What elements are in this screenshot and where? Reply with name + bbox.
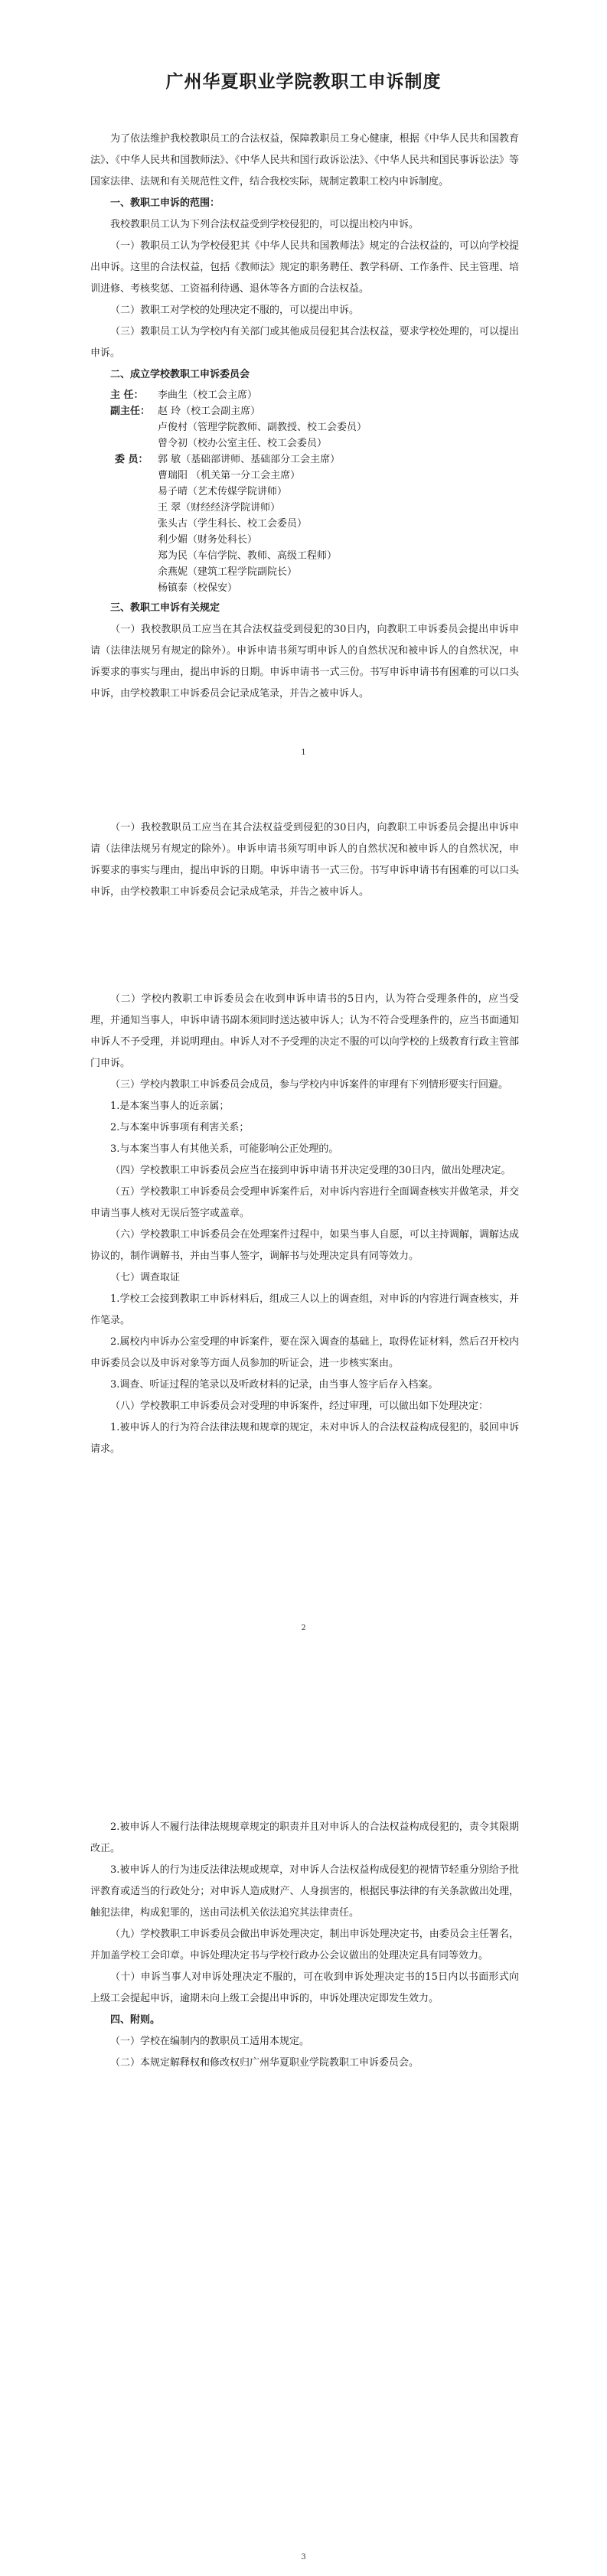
committee-chair-row xyxy=(90,387,519,403)
member-name: 张头古（学生科长、校工会委员） xyxy=(158,518,308,530)
section-1-heading: 一、教职工申诉的范围： xyxy=(110,197,220,209)
member-name: 曹瑞阳 （机关第一分工会主席） xyxy=(158,470,301,481)
committee-list xyxy=(90,387,519,596)
member-name: 利少媚（财务处科长） xyxy=(158,534,258,546)
member-role-label: 委 员： xyxy=(115,454,148,465)
section-4-heading: 四、附则。 xyxy=(110,2014,161,2026)
section-2-heading: 二、成立学校教职工申诉委员会 xyxy=(110,369,250,380)
section-3-heading: 三、教职工申诉有关规定 xyxy=(110,602,220,614)
split-paragraph-end xyxy=(90,822,519,989)
list-item: 2.与本案申诉事项有利害关系； xyxy=(110,1122,250,1133)
committee-member-row xyxy=(90,452,519,468)
page-3-body xyxy=(90,1817,519,2074)
vice-list xyxy=(90,419,519,452)
paragraph: （一）教职员工认为学校侵犯其《中华人民共和国教师法》规定的合法权益的，可以向学校提出申诉。这里的合法权益，包括《教师法》规定的职务聘任、教学科研、工作条件、民主管理、培训进修、考核奖惩、工资福利待遇、退休等各方面的合法权益。 xyxy=(90,240,519,295)
list-item: 1.被申诉人的行为符合法律法规和规章的规定，未对申诉人的合法权益构成侵犯的，驳回申诉请求。 xyxy=(90,1422,519,1455)
paragraph: （七）调查取证 xyxy=(110,1272,181,1283)
split-paragraph-start xyxy=(90,619,519,699)
paragraph: （一）我校教职员工应当在其合法权益受到侵犯的30日内，向教职工申诉委员会提出申诉申请（法律法规另有规定的除外）。申诉申请书须写明申诉人的自然状况和被申诉人的自然状况，申诉要求的事实与理由，提出申诉的日期。申诉申请书一式三份。书写申诉申请书有困难的可以口头申诉，由学校教职工申诉委员会记录成笔录，并告之被申诉人。 xyxy=(90,822,519,898)
list-item: 1.是本案当事人的近亲属； xyxy=(110,1101,230,1112)
intro-paragraph: 为了依法维护我校教职员工的合法权益，保障教职员工身心健康，根据《中华人民共和国教育法》、《中华人民共和国教师法》、《中华人民共和国行政诉讼法》、《中华人民共和国民事诉讼法》等国家法律、法规和有关规范性文件，结合我校实际，规制定教职工校内申诉制度。 xyxy=(90,133,519,187)
paragraph: （二）本规定解释权和修改权归广州华夏职业学院教职工申诉委员会。 xyxy=(110,2057,419,2069)
member-name: 杨镇泰（校保安） xyxy=(158,582,238,594)
list-item: 3.与本案当事人有其他关系，可能影响公正处理的。 xyxy=(110,1143,339,1155)
paragraph: （十）申诉当事人对申诉处理决定不服的，可在收到申诉处理决定书的15日内以书面形式向上级工会提起申诉，逾期未向上级工会提出申诉的，申诉处理决定即发生效力。 xyxy=(90,1971,519,2004)
paragraph: （九）学校教职工申诉委员会做出申诉处理决定，制出申诉处理决定书，由委员会主任署名，并加盖学校工会印章。申诉处理决定书与学校行政办公会议做出的处理决定具有同等效力。 xyxy=(90,1929,519,1961)
list-item: 3.被申诉人的行为违反法律法规或规章，对申诉人合法权益构成侵犯的视情节轻重分别给予批评教育或适当的行政处分；对申诉人造成财产、人身损害的，根据民事法律的有关条款做出处理，触犯法律，构成犯罪的，送由司法机关依法追究其法律责任。 xyxy=(90,1864,519,1919)
page-number: 1 xyxy=(301,748,306,757)
page-number: 3 xyxy=(301,2553,306,2561)
paragraph: （一）学校在编制内的教职员工适用本规定。 xyxy=(110,2036,310,2047)
vice-name: 赵 玲（校工会副主席） xyxy=(158,406,261,417)
list-item: 2.属校内申诉办公室受理的申诉案件，要在深入调查的基础上，取得佐证材料，然后召开校内申诉委员会以及申诉对象等方面人员参加的听证会，进一步核实案由。 xyxy=(90,1336,519,1369)
page-number: 2 xyxy=(301,1624,306,1632)
document-title: 广州华夏职业学院教职工申诉制度 xyxy=(165,72,442,92)
page-1 xyxy=(0,0,607,859)
chair-name: 李曲生（校工会主席） xyxy=(158,390,258,401)
paragraph: （二）教职工对学校的处理决定不服的，可以提出申诉。 xyxy=(110,305,360,316)
member-name: 易子晴（艺术传媒学院讲师） xyxy=(158,486,288,497)
page-2 xyxy=(0,822,607,1717)
committee-vice-row xyxy=(90,403,519,419)
paragraph: （八）学校教职工申诉委员会对受理的申诉案件，经过审理，可以做出如下处理决定： xyxy=(110,1400,489,1412)
page-2-body xyxy=(90,822,519,1460)
list-item: 2.被申诉人不履行法律法规规章规定的职责并且对申诉人的合法权益构成侵犯的，责令其限期改正。 xyxy=(90,1821,519,1854)
paragraph: （四）学校教职工申诉委员会应当在接到申诉申请书并决定受理的30日内，做出处理决定。 xyxy=(110,1165,511,1176)
paragraph: （二）学校内教职工申诉委员会在收到申诉申请书的5日内，认为符合受理条件的，应当受理，并通知当事人，申诉申请书副本须同时送达被申诉人；认为不符合受理条件的，应当书面通知申诉人不予受理，并说明理由。申诉人对不予受理的决定不服的可以向学校的上级教育行政主管部门申诉。 xyxy=(90,993,519,1069)
member-name: 余燕妮（建筑工程学院副院长） xyxy=(158,566,298,578)
paragraph: （一）我校教职员工应当在其合法权益受到侵犯的30日内，向教职工申诉委员会提出申诉申请（法律法规另有规定的除外）。申诉申请书须写明申诉人的自然状况和被申诉人的自然状况，申诉要求的事实与理由，提出申诉的日期。申诉申请书一式三份。书写申诉申请书有困难的可以口头申诉，由学校教职工申诉委员会记录成笔录，并告之被申诉人。 xyxy=(90,624,519,699)
page-3 xyxy=(0,1717,607,2576)
member-list xyxy=(90,468,519,596)
paragraph: （三）学校内教职工申诉委员会成员，参与学校内申诉案件的审理有下列情形要实行回避。 xyxy=(110,1079,509,1091)
vice-role-label: 副主任： xyxy=(110,406,151,417)
paragraph: 我校教职员工认为下列合法权益受到学校侵犯的，可以提出校内申诉。 xyxy=(110,219,419,230)
paragraph: （六）学校教职工申诉委员会在处理案件过程中，如果当事人自愿，可以主持调解，调解达成协议的，制作调解书，并由当事人签字，调解书与处理决定具有同等效力。 xyxy=(90,1229,519,1262)
chair-role-label: 主 任： xyxy=(110,390,144,401)
member-name: 郭 敏（基础部讲师、基础部分工会主席） xyxy=(158,454,341,465)
list-item: 1.学校工会接到教职工申诉材料后，组成三人以上的调查组，对申诉的内容进行调查核实，并作笔录。 xyxy=(90,1293,519,1326)
list-item: 3.调查、听证过程的笔录以及听政材料的记录，由当事人签字后存入档案。 xyxy=(110,1379,439,1391)
vice-name: 卢俊村（管理学院教师、副教授、校工会委员） xyxy=(158,422,367,433)
page-1-body xyxy=(90,129,519,699)
paragraph: （三）教职员工认为学校内有关部门或其他成员侵犯其合法权益，要求学校处理的，可以提出申诉。 xyxy=(90,326,519,359)
paragraph: （五）学校教职工申诉委员会受理申诉案件后，对申诉内容进行全面调查核实并做笔录，并交申请当事人核对无误后签字或盖章。 xyxy=(90,1186,519,1219)
vice-name: 曾令初（校办公室主任、校工会委员） xyxy=(158,438,328,449)
member-name: 王 翠（财经经济学院讲师） xyxy=(158,502,281,514)
member-name: 郑为民（车信学院、教师、高级工程师） xyxy=(158,550,338,562)
